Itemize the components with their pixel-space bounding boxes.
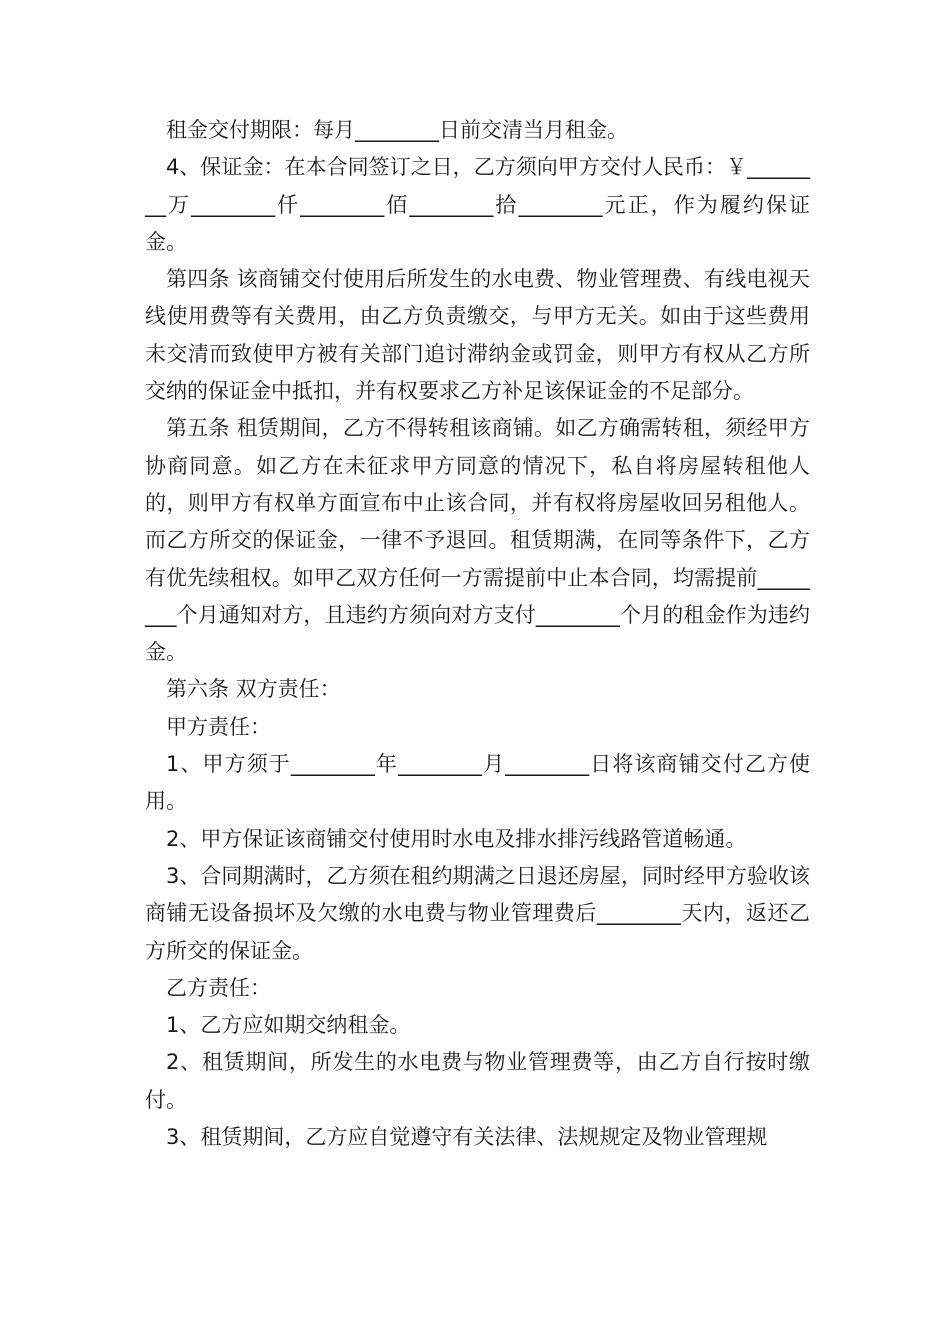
paragraph-party-a-item-1: 1、甲方须于________年________月________日将该商铺交付乙方使用。 (145, 752, 810, 814)
paragraph-article-6-heading: 第六条 双方责任： (166, 677, 341, 702)
paragraph-party-a-heading: 甲方责任： (166, 714, 271, 739)
paragraph-party-b-heading: 乙方责任： (166, 975, 271, 1000)
paragraph-article-5: 第五条 租赁期间，乙方不得转租该商铺。如乙方确需转租，须经甲方协商同意。如乙方在未征求甲方同意的情况下，私自将房屋转租他人的，则甲方有权单方面宣布中止该合同，并有权将房屋收回另租他人。而乙方所交的保证金，一律不予退回。租赁期满，在同等条件下，乙方有优先续租权。如甲乙双方任何一方需提前中止本合同，均需提前________个月通知对方，且违约方须向对方支付________个月的租金作为违约金。 (145, 416, 810, 665)
paragraph-party-a-item-3: 3、合同期满时，乙方须在租约期满之日退还房屋，同时经甲方验收该商铺无设备损坏及欠缴的水电费与物业管理费后________天内，返还乙方所交的保证金。 (145, 863, 810, 963)
paragraph-rent-deadline: 租金交付期限：每月________日前交清当月租金。 (166, 118, 628, 142)
paragraph-deposit: 4、保证金：在本合同签订之日，乙方须向甲方交付人民币：￥________万________仟________佰________拾________元正，作为履约保证金。 (145, 155, 810, 254)
contract-page (145, 112, 810, 1156)
paragraph-party-b-item-1: 1、乙方应如期交纳租金。 (166, 1013, 411, 1038)
paragraph-party-b-item-3: 3、租赁期间，乙方应自觉遵守有关法律、法规规定及物业管理规 (166, 1125, 768, 1150)
paragraph-article-4: 第四条 该商铺交付使用后所发生的水电费、物业管理费、有线电视天线使用费等有关费用，由乙方负责缴交，与甲方无关。如由于这些费用未交清而致使甲方被有关部门追讨滞纳金或罚金，则甲方有权从乙方所交纳的保证金中抵扣，并有权要求乙方补足该保证金的不足部分。 (145, 267, 810, 404)
paragraph-party-a-item-2: 2、甲方保证该商铺交付使用时水电及排水排污线路管道畅通。 (166, 826, 747, 851)
paragraph-party-b-item-2: 2、租赁期间，所发生的水电费与物业管理费等，由乙方自行按时缴付。 (145, 1050, 810, 1112)
